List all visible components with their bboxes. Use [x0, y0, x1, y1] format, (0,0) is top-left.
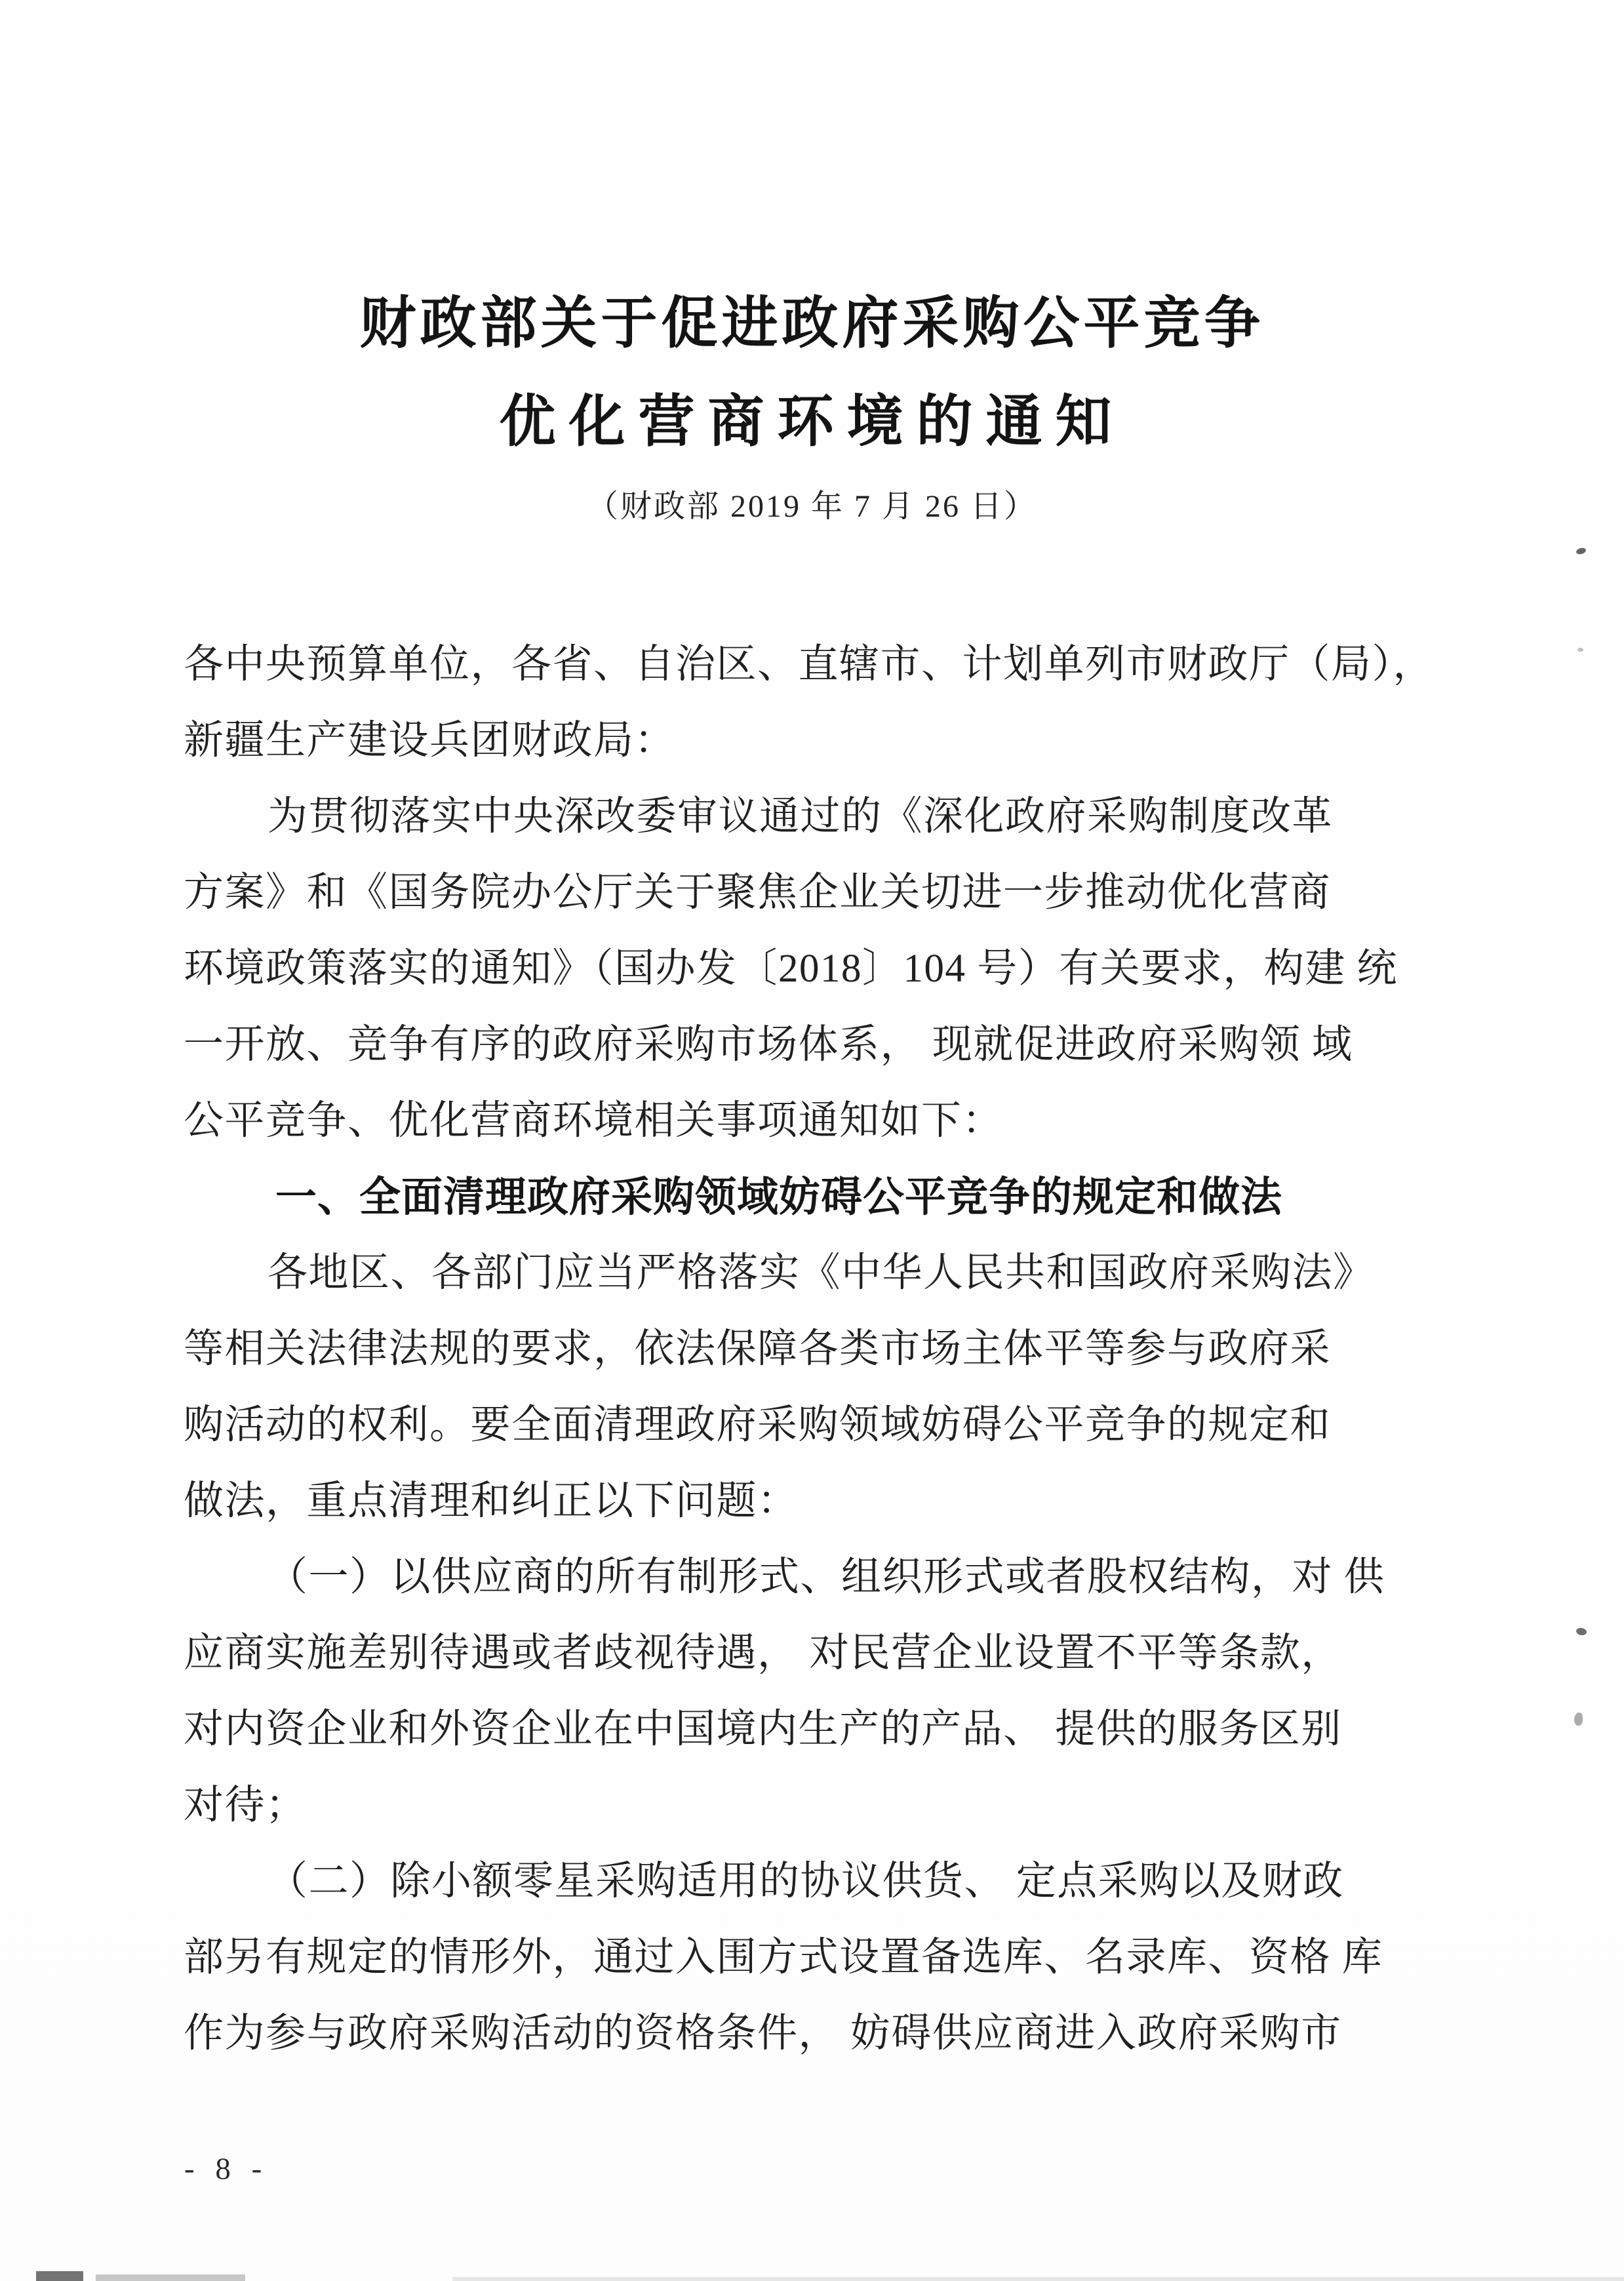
document-title-line2: 优化营商环境的通知	[499, 389, 1125, 454]
body-line: 购活动的权利。要全面清理政府采购领域妨碍公平竞争的规定和	[184, 1403, 1332, 1447]
body-line: 做法，重点清理和纠正以下问题：	[184, 1479, 799, 1523]
body-line: 方案》和《国务院办公厅关于聚焦企业关切进一步推动优化营商	[184, 871, 1332, 915]
scan-speck	[1577, 648, 1583, 652]
scan-edge-artifact	[36, 2271, 83, 2281]
body-line: 新疆生产建设兵团财政局：	[184, 719, 676, 763]
body-line: 作为参与政府采购活动的资格条件， 妨碍供应商进入政府采购市	[184, 2012, 1342, 2055]
scan-speck	[1574, 1713, 1583, 1726]
body-line: （二）除小额零星采购适用的协议供货、 定点采购以及财政	[267, 1859, 1344, 1903]
document-title-line1: 财政部关于促进政府采购公平竞争	[359, 290, 1265, 356]
body-line: 为贯彻落实中央深改委审议通过的《深化政府采购制度改革	[267, 795, 1334, 839]
body-line: （一）以供应商的所有制形式、组织形式或者股权结构，对 供	[267, 1555, 1385, 1599]
scan-edge-artifact	[96, 2274, 245, 2281]
body-line: 各地区、各部门应当严格落实《中华人民共和国政府采购法》	[267, 1251, 1374, 1295]
body-line: 对内资企业和外资企业在中国境内生产的产品、 提供的服务区别	[184, 1707, 1342, 1751]
scan-speck	[1575, 547, 1587, 555]
section-heading: 一、全面清理政府采购领域妨碍公平竞争的规定和做法	[275, 1173, 1282, 1221]
body-line: 环境政策落实的通知》（国办发〔2018〕104 号）有关要求，构建 统	[184, 947, 1398, 991]
body-line: 各中央预算单位，各省、自治区、直辖市、计划单列市财政厅（局），	[184, 643, 1435, 686]
scan-speck	[1575, 1627, 1587, 1636]
body-line: 部另有规定的情形外，通过入围方式设置备选库、名录库、资格 库	[184, 1935, 1383, 1979]
body-lines	[184, 627, 1452, 2072]
body-line: 对待；	[184, 1783, 307, 1827]
page-number: - 8 -	[184, 2152, 269, 2186]
document-date-line: （财政部 2019 年 7 月 26 日）	[586, 489, 1037, 524]
body-line: 一开放、竞争有序的政府采购市场体系， 现就促进政府采购领 域	[184, 1023, 1353, 1067]
scan-edge-artifact	[452, 2277, 1624, 2281]
body-line: 公平竞争、优化营商环境相关事项通知如下：	[184, 1099, 1004, 1143]
body-line: 应商实施差别待遇或者歧视待遇， 对民营企业设置不平等条款，	[184, 1631, 1342, 1675]
body-line: 等相关法律法规的要求，依法保障各类市场主体平等参与政府采	[184, 1327, 1332, 1371]
